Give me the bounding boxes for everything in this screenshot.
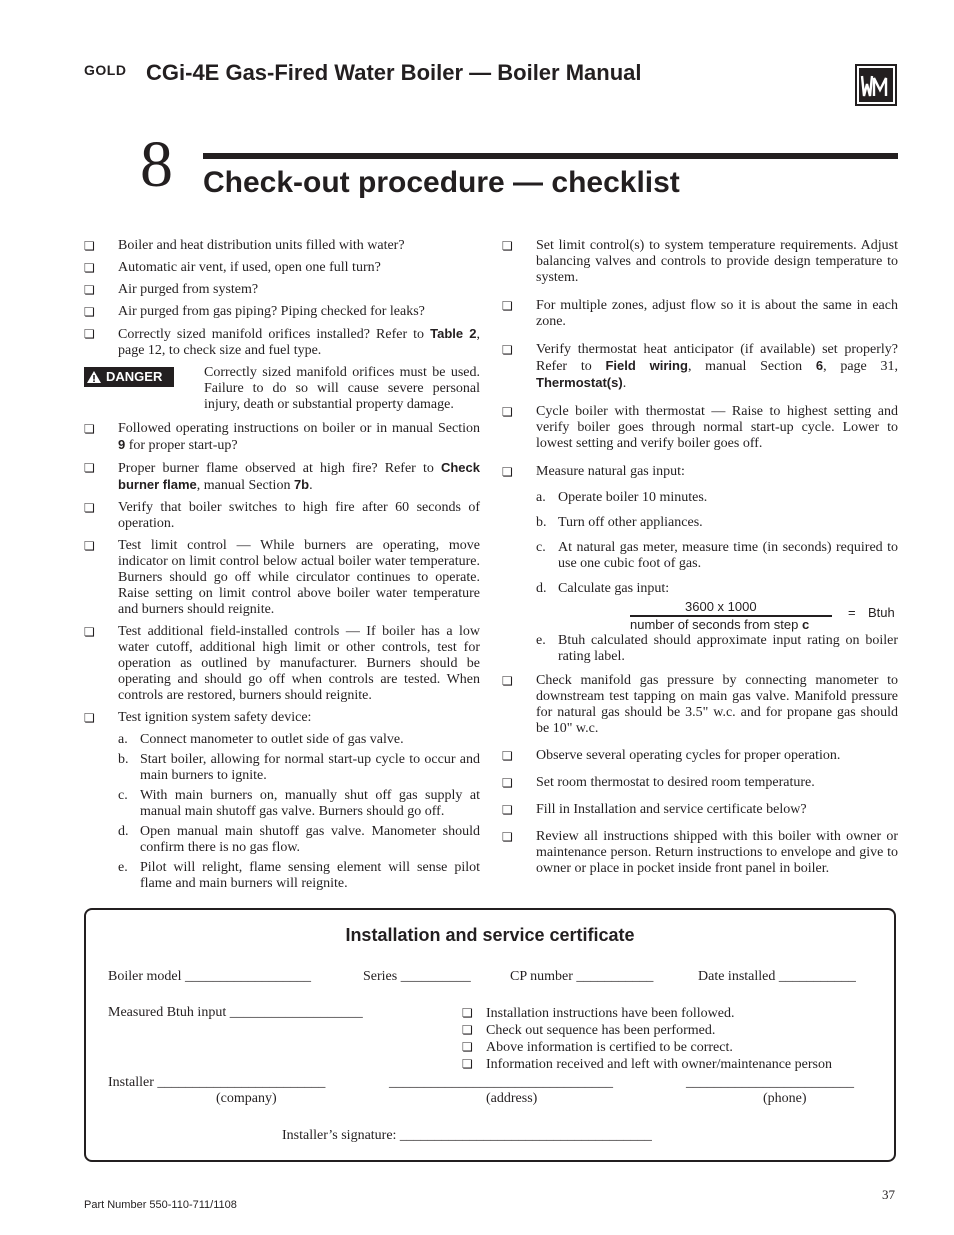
sub-step: c. At natural gas meter, measure time (in seconds) required to use one cubic foot of gas. bbox=[536, 540, 898, 571]
checklist-item: ❏ Review all instructions shipped with this boiler with owner or maintenance person. Return instructions to envelope and give to owner or place in pocket inside front panel in boiler. bbox=[502, 829, 898, 876]
installation-certificate bbox=[84, 908, 896, 1162]
certificate-title: Installation and service certificate bbox=[345, 925, 635, 945]
checklist-item: ❏ Proper burner flame observed at high fire? Refer to Check burner flame, manual Section 7b. bbox=[84, 460, 480, 493]
sub-step: c. With main burners on, manually shut off gas supply at manual main shutoff gas valve. Burners should go off. bbox=[118, 788, 480, 819]
measured-btuh-field[interactable]: Measured Btuh input ___________________ bbox=[108, 1005, 363, 1020]
checkbox-icon[interactable]: ❏ bbox=[462, 1040, 473, 1054]
checklist-item: ❏ Followed operating instructions on boiler or in manual Section 9 for proper start-up? bbox=[84, 421, 480, 453]
danger-text: Correctly sized manifold orifices must be used. Failure to do so will cause severe personal injury, death or substantial property damage. bbox=[204, 365, 480, 412]
checklist-item: ❏ Automatic air vent, if used, open one full turn? bbox=[84, 260, 381, 275]
wm-logo-icon bbox=[855, 64, 897, 106]
checkbox-icon[interactable]: ❏ bbox=[502, 239, 513, 253]
formula-denominator: number of seconds from step c bbox=[630, 617, 810, 632]
phone-caption: (phone) bbox=[763, 1091, 807, 1106]
danger-notice bbox=[84, 365, 480, 415]
checkbox-icon[interactable]: ❏ bbox=[84, 461, 95, 475]
sub-step: a. Operate boiler 10 minutes. bbox=[536, 490, 708, 505]
checkbox-icon[interactable]: ❏ bbox=[84, 711, 95, 725]
checkbox-icon[interactable]: ❏ bbox=[84, 283, 95, 297]
checkbox-icon[interactable]: ❏ bbox=[462, 1023, 473, 1037]
page-number: 37 bbox=[882, 1187, 895, 1202]
checklist-item: ❏ Boiler and heat distribution units filled with water? bbox=[84, 238, 405, 253]
checkbox-icon[interactable]: ❏ bbox=[84, 625, 95, 639]
sub-step: d. Open manual main shutoff gas valve. Manometer should confirm there is no gas flow. bbox=[118, 824, 480, 855]
checkbox-icon[interactable]: ❏ bbox=[84, 501, 95, 515]
cp-number-field[interactable]: CP number ___________ bbox=[510, 969, 654, 984]
checkbox-icon[interactable]: ❏ bbox=[502, 343, 513, 357]
checklist-item: ❏ Verify that boiler switches to high fire after 60 seconds of operation. bbox=[84, 500, 480, 531]
checkbox-icon[interactable]: ❏ bbox=[84, 327, 95, 341]
checkbox-icon[interactable]: ❏ bbox=[502, 776, 513, 790]
installer-address-field[interactable]: ________________________________ bbox=[389, 1075, 613, 1090]
sub-step: a. Connect manometer to outlet side of gas valve. bbox=[118, 732, 404, 747]
checklist-item: ❏ Measure natural gas input: bbox=[502, 464, 685, 479]
sub-step: d. Calculate gas input: bbox=[536, 581, 670, 596]
signature-field[interactable]: Installer’s signature: ____________________________________ bbox=[282, 1128, 652, 1143]
installer-company-field[interactable]: Installer ________________________ bbox=[108, 1075, 326, 1090]
warning-triangle-icon bbox=[86, 370, 102, 384]
checklist-item: ❏ Verify thermostat heat anticipator (if available) set properly? Refer to Field wiring, manual Section 6, page 31, Thermostat(s). bbox=[502, 342, 898, 391]
checkbox-icon[interactable]: ❏ bbox=[502, 749, 513, 763]
installer-phone-field[interactable]: ________________________ bbox=[686, 1075, 854, 1090]
part-number: Part Number 550-110-711/1108 bbox=[84, 1199, 237, 1211]
certificate-checklist bbox=[462, 1005, 832, 1073]
section-rule bbox=[203, 153, 898, 159]
certificate-check-item[interactable]: ❏ Above information is certified to be correct. bbox=[462, 1040, 733, 1055]
checklist-item: ❏ Observe several operating cycles for proper operation. bbox=[502, 748, 841, 763]
checklist-item: ❏ For multiple zones, adjust flow so it is about the same in each zone. bbox=[502, 298, 898, 329]
checklist-item: ❏ Set limit control(s) to system temperature requirements. Adjust balancing valves and controls to provide design temperature to system. bbox=[502, 238, 898, 285]
checkbox-icon[interactable]: ❏ bbox=[462, 1006, 473, 1020]
checklist-left-column bbox=[84, 238, 480, 892]
checklist-item: ❏ Set room thermostat to desired room temperature. bbox=[502, 775, 815, 790]
brand-gold: GOLD bbox=[84, 62, 127, 78]
certificate-check-item[interactable]: ❏ Check out sequence has been performed. bbox=[462, 1023, 716, 1038]
manual-title: CGi-4E Gas-Fired Water Boiler — Boiler Manual bbox=[146, 60, 642, 85]
checkbox-icon[interactable]: ❏ bbox=[84, 305, 95, 319]
date-installed-field[interactable]: Date installed ___________ bbox=[698, 969, 856, 984]
company-caption: (company) bbox=[216, 1091, 277, 1106]
checkbox-icon[interactable]: ❏ bbox=[502, 803, 513, 817]
checklist-item: ❏ Test ignition system safety device: bbox=[84, 710, 312, 725]
checklist-item: ❏ Air purged from gas piping? Piping checked for leaks? bbox=[84, 304, 425, 319]
sub-step: b. Start boiler, allowing for normal start-up cycle to occur and main burners to ignite. bbox=[118, 752, 480, 783]
sub-step: e. Pilot will relight, flame sensing element will sense pilot flame and main burners will reignite. bbox=[118, 860, 480, 891]
checkbox-icon[interactable]: ❏ bbox=[84, 422, 95, 436]
checkbox-icon[interactable]: ❏ bbox=[502, 465, 513, 479]
boiler-model-field[interactable]: Boiler model __________________ bbox=[108, 969, 311, 984]
page-header bbox=[84, 60, 904, 110]
checkbox-icon[interactable]: ❏ bbox=[502, 674, 513, 688]
formula-numerator: 3600 x 1000 bbox=[685, 599, 757, 614]
checklist-item: ❏ Cycle boiler with thermostat — Raise to highest setting and verify boiler goes through normal start-up cycle. Lower to lowest setting and verify boiler goes off. bbox=[502, 404, 898, 451]
formula-equals: = bbox=[848, 605, 856, 620]
sub-step: e. Btuh calculated should approximate input rating on boiler rating label. bbox=[536, 633, 898, 664]
checklist-right-column bbox=[502, 238, 898, 877]
checklist-item: ❏ Correctly sized manifold orifices installed? Refer to Table 2, page 12, to check size and fuel type. bbox=[84, 326, 480, 358]
gas-input-formula bbox=[502, 599, 898, 633]
checkbox-icon[interactable]: ❏ bbox=[84, 239, 95, 253]
checklist-item: ❏ Test limit control — While burners are operating, move indicator on limit control below actual boiler water temperature. Burners should go off while circulator continues to operate. Raise setting on limit control above boiler water temperature and burners should reignite. bbox=[84, 538, 480, 617]
section-title: Check-out procedure — checklist bbox=[203, 166, 680, 199]
checklist-item: ❏ Check manifold gas pressure by connecting manometer to downstream test tapping on main gas valve. Manifold pressure for natural gas should be 3.5" w.c. and for propane gas should be 10" w.c. bbox=[502, 673, 898, 736]
certificate-check-item[interactable]: ❏ Installation instructions have been followed. bbox=[462, 1006, 735, 1021]
checkbox-icon[interactable]: ❏ bbox=[84, 539, 95, 553]
danger-badge: DANGER bbox=[84, 367, 174, 387]
checklist-item: ❏ Test additional field-installed controls — If boiler has a low water cutoff, additional high limit or other controls, test for operation as outlined by manufacturer. Burners should be operating and should go off when controls are tested. When controls are restored, burners should reignite. bbox=[84, 624, 480, 703]
certificate-check-item[interactable]: ❏ Information received and left with owner/maintenance person bbox=[462, 1057, 832, 1072]
checkbox-icon[interactable]: ❏ bbox=[84, 261, 95, 275]
checkbox-icon[interactable]: ❏ bbox=[502, 830, 513, 844]
address-caption: (address) bbox=[486, 1091, 538, 1106]
checkbox-icon[interactable]: ❏ bbox=[462, 1057, 473, 1071]
checklist-item: ❏ Fill in Installation and service certificate below? bbox=[502, 802, 807, 817]
checklist-item: ❏ Air purged from system? bbox=[84, 282, 259, 297]
section-number: 8 bbox=[140, 128, 173, 201]
formula-result: Btuh bbox=[868, 605, 895, 620]
checkbox-icon[interactable]: ❏ bbox=[502, 299, 513, 313]
sub-step: b. Turn off other appliances. bbox=[536, 515, 703, 530]
series-field[interactable]: Series __________ bbox=[363, 969, 471, 984]
checkbox-icon[interactable]: ❏ bbox=[502, 405, 513, 419]
